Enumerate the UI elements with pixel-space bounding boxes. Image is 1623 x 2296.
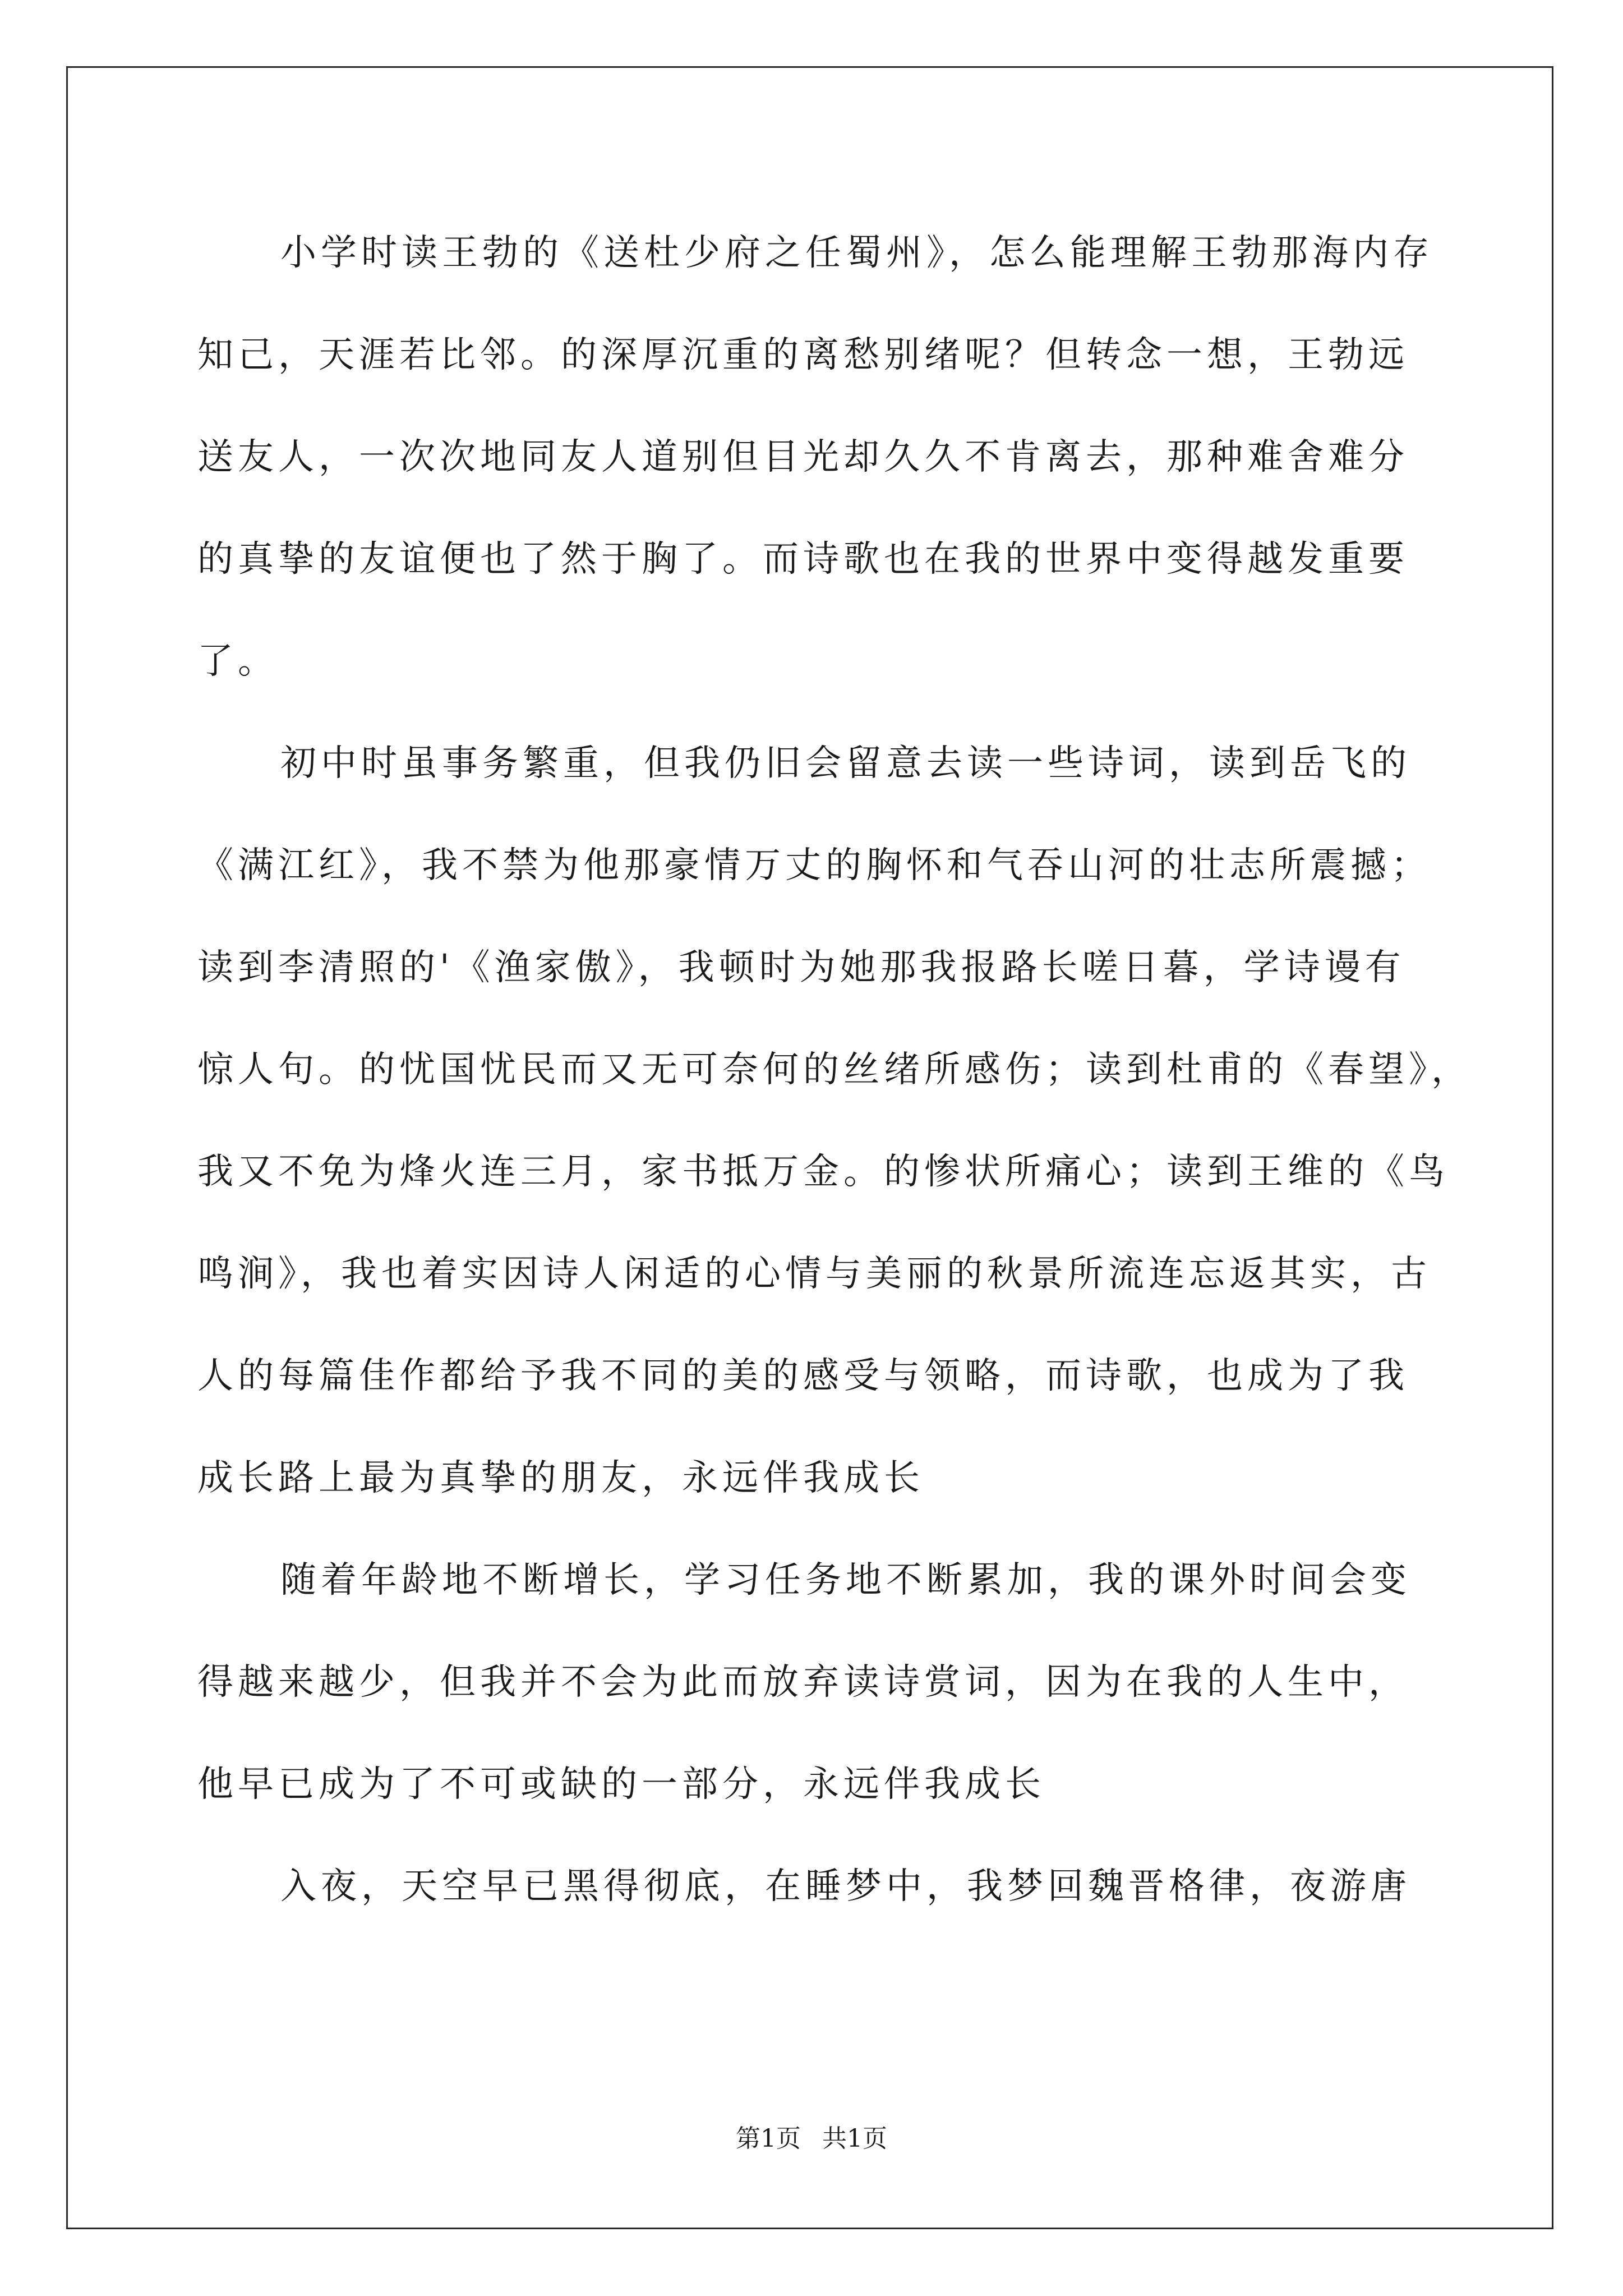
text-line: 读到李清照的'《渔家傲》，我顿时为她那我报路长嗟日暮，学诗谩有 — [197, 947, 1405, 988]
text-line: 了。 — [197, 641, 278, 682]
text-line: 知己，天涯若比邻。的深厚沉重的离愁别绪呢？但转念一想，王勃远 — [197, 334, 1409, 376]
text-line: 的真挚的友谊便也了然于胸了。而诗歌也在我的世界中变得越发重要 — [197, 539, 1409, 580]
text-line: 人的每篇佳作都给予我不同的美的感受与领略，而诗歌，也成为了我 — [197, 1355, 1409, 1397]
text-line: 《满江红》，我不禁为他那豪情万丈的胸怀和气吞山河的壮志所震撼； — [197, 845, 1431, 886]
text-line: 得越来越少，但我并不会为此而放弃读诗赏词，因为在我的人生中， — [197, 1662, 1409, 1703]
text-line: 鸣涧》，我也着实因诗人闲适的心情与美丽的秋景所流连忘返其实，古 — [197, 1253, 1431, 1295]
page-footer — [0, 2118, 1623, 2154]
document-body — [197, 202, 1476, 1938]
text-line: 他早已成为了不可或缺的一部分，永远伴我成长 — [197, 1764, 1045, 1805]
text-line: 入夜，天空早已黑得彻底，在睡梦中，我梦回魏晋格律，夜游唐 — [280, 1866, 1411, 1907]
text-line: 初中时虽事务繁重，但我仍旧会留意去读一些诗词，读到岳飞的 — [280, 743, 1411, 784]
text-line: 小学时读王勃的《送杜少府之任蜀州》，怎么能理解王勃那海内存 — [280, 232, 1433, 274]
text-line: 成长路上最为真挚的朋友，永远伴我成长 — [197, 1457, 924, 1499]
page-number-total: 共1页 — [822, 2124, 887, 2153]
text-line: 送友人，一次次地同友人道别但目光却久久不肯离去，那种难舍难分 — [197, 436, 1409, 478]
page-number-current: 第1页 — [736, 2124, 801, 2153]
text-line: 随着年龄地不断增长，学习任务地不断累加，我的课外时间会变 — [280, 1559, 1411, 1601]
text-line: 我又不免为烽火连三月，家书抵万金。的惨状所痛心；读到王维的《鸟 — [197, 1151, 1449, 1193]
text-line: 惊人句。的忧国忧民而又无可奈何的丝绪所感伤；读到杜甫的《春望》， — [197, 1049, 1472, 1091]
